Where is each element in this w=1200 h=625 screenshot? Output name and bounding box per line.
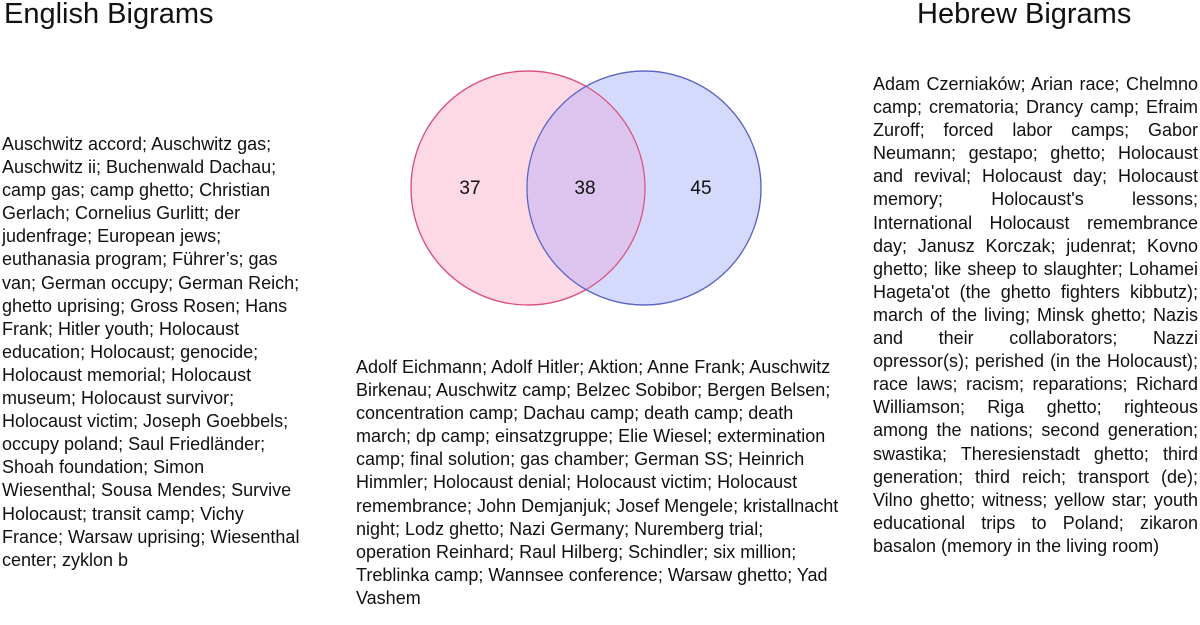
- hebrew-only-bigrams-list: Adam Czerniaków; Arian race; Chelmno camp; crematoria; Drancy camp; Efraim Zuroff; forced labor camps; Gabor Neumann; gestapo; ghetto; Holocaust and revival; Holocaust day; Holocaust memory; Holocaust's lessons; International Holocaust remembrance day; Janusz Korczak; judenrat; Kovno ghetto; like sheep to slaughter; Lohamei Hageta'ot (the ghetto fighters kibbutz); march of the living; Minsk ghetto; Nazis and their collaborators; Nazzi opressor(s); perished (in the Holocaust); race laws; racism; reparations; Richard Williamson; Riga ghetto; righteous among the nations; second generation; swastika; Theresienstadt ghetto; third generation; third reich; transport (de); Vilno ghetto; witness; yellow star; youth educational trips to Poland; zikaron basalon (memory in the living room): [873, 74, 1198, 556]
- english-only-count: 37: [459, 178, 481, 199]
- shared-bigrams-list: Adolf Eichmann; Adolf Hitler; Aktion; Anne Frank; Auschwitz Birkenau; Auschwitz camp; Belzec Sobibor; Bergen Belsen; concentration camp; Dachau camp; death camp; death march; dp camp; einsatzgruppe; Elie Wiesel; extermination camp; final solution; gas chamber; German SS; Heinrich Himmler; Holocaust denial; Holocaust victim; Holocaust remembrance; John Demjanjuk; Josef Mengele; kristallnacht night; Lodz ghetto; Nazi Germany; Nuremberg trial; operation Reinhard; Raul Hilberg; Schindler; six million; Treblinka camp; Wannsee conference; Warsaw ghetto; Yad Vashem: [356, 357, 839, 608]
- shared-count: 38: [574, 178, 596, 199]
- hebrew-only-count: 45: [690, 178, 712, 199]
- english-only-bigrams-list: Auschwitz accord; Auschwitz gas; Auschwitz ii; Buchenwald Dachau; camp gas; camp ghetto; Christian Gerlach; Cornelius Gurlitt; der judenfrage; European jews; euthanasia program; Führer’s; gas van; German occupy; German Reich; ghetto uprising; Gross Rosen; Hans Frank; Hitler youth; Holocaust education; Holocaust; genocide; Holocaust memorial; Holocaust museum; Holocaust survivor; Holocaust victim; Joseph Goebbels; occupy poland; Saul Friedländer; Shoah foundation; Simon Wiesenthal; Sousa Mendes; Survive Holocaust; transit camp; Vichy France; Warsaw uprising; Wiesenthal center; zyklon b: [2, 134, 300, 570]
- hebrew-bigrams-heading: Hebrew Bigrams: [917, 0, 1132, 30]
- english-bigrams-heading: English Bigrams: [4, 0, 214, 30]
